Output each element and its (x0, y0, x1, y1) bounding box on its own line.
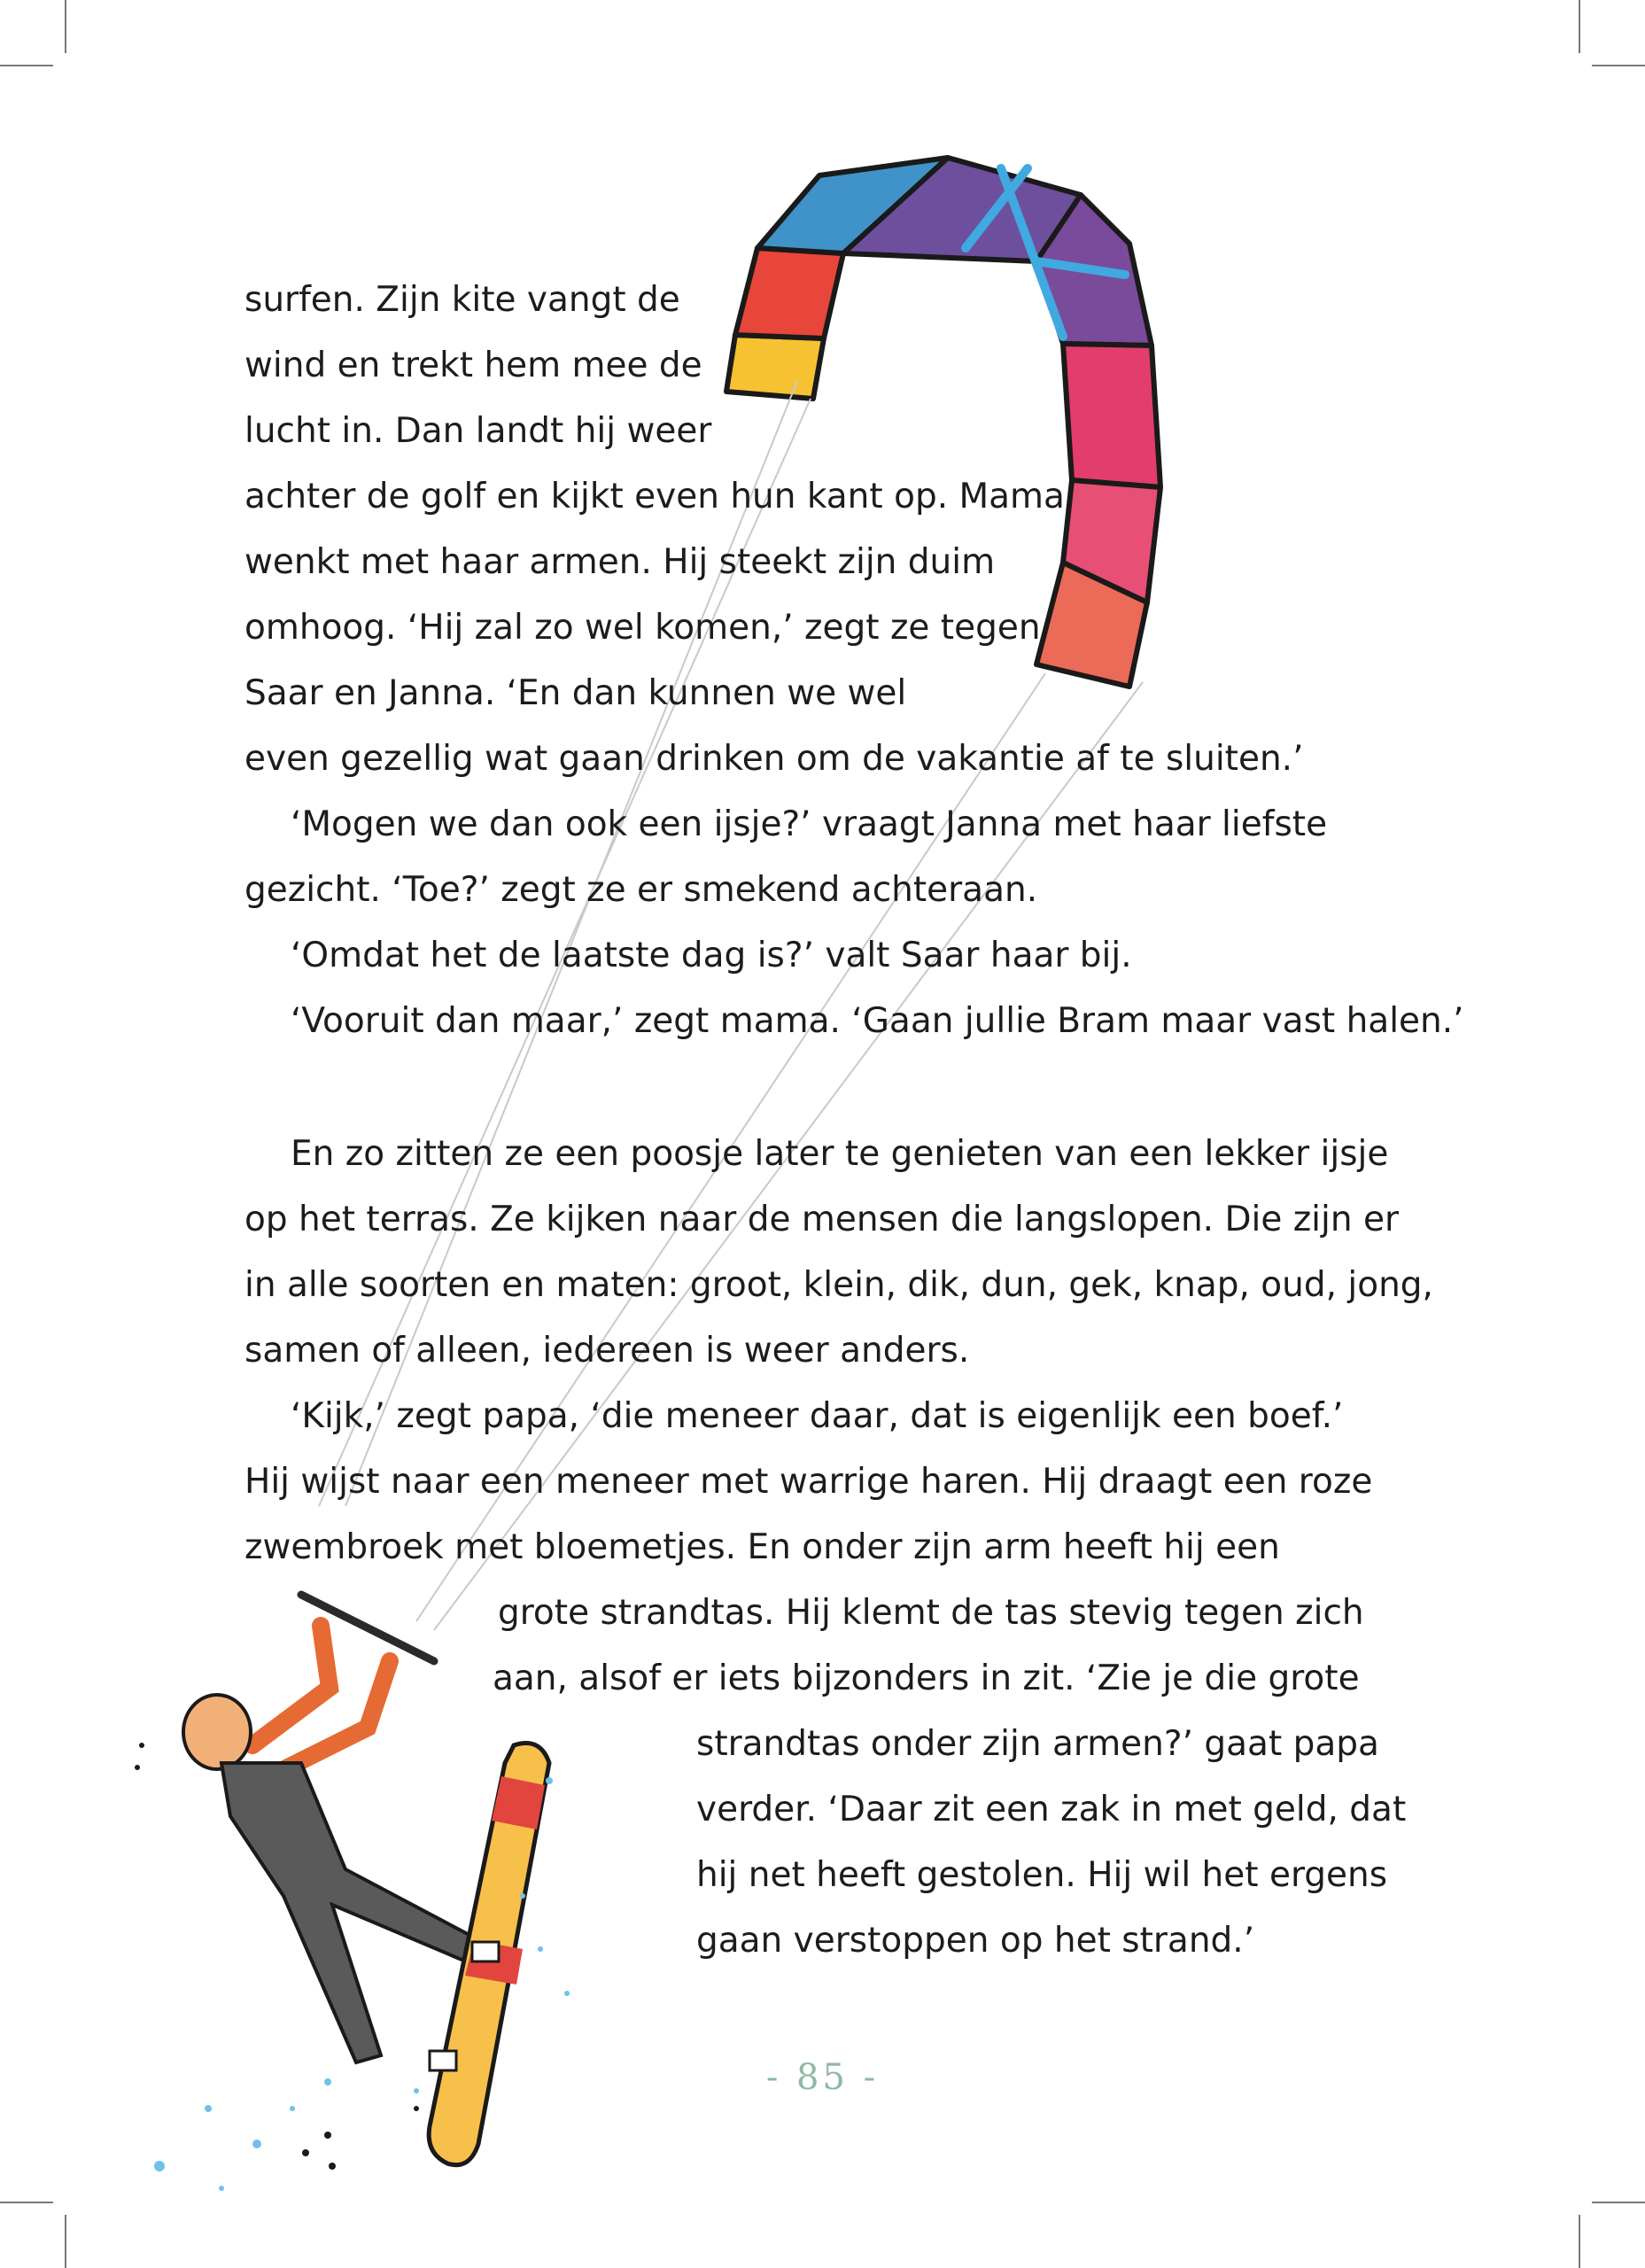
text-line: surfen. Zijn kite vangt de (244, 280, 680, 320)
text-line: wenkt met haar armen. Hij steekt zijn duim (244, 542, 996, 582)
text-line: wind en trekt hem mee de (244, 346, 702, 385)
text-line: ‘Omdat het de laatste dag is?’ valt Saar haar bij. (291, 936, 1132, 975)
kitesurfer-illustration (124, 1577, 656, 2197)
text-line: Hij wijst naar een meneer met warrige haren. Hij draagt een roze (244, 1462, 1373, 1502)
text-line: strandtas onder zijn armen?’ gaat papa (696, 1724, 1379, 1764)
text-line: samen of alleen, iedereen is weer anders. (244, 1331, 970, 1371)
surfer-head (183, 1695, 251, 1769)
text-line: En zo zitten ze een poosje later te genieten van een lekker ijsje (291, 1134, 1389, 1174)
text-line: aan, alsof er iets bijzonders in zit. ‘Zie je die grote (493, 1658, 1360, 1698)
text-line: omhoog. ‘Hij zal zo wel komen,’ zegt ze tegen (244, 608, 1041, 648)
text-line: ‘Kijk,’ zegt papa, ‘die meneer daar, dat is eigenlijk een boef.’ (291, 1396, 1344, 1436)
text-line: gaan verstoppen op het strand.’ (696, 1921, 1255, 1961)
text-line: gezicht. ‘Toe?’ zegt ze er smekend achteraan. (244, 870, 1038, 910)
text-line: op het terras. Ze kijken naar de mensen die langslopen. Die zijn er (244, 1200, 1399, 1239)
page-number: - 85 - (765, 2057, 880, 2098)
text-line: in alle soorten en maten: groot, klein, dik, dun, gek, knap, oud, jong, (244, 1265, 1433, 1305)
text-line: zwembroek met bloemetjes. En onder zijn arm heeft hij een (244, 1527, 1280, 1567)
text-line: Saar en Janna. ‘En dan kunnen we wel (244, 673, 907, 713)
text-line: verder. ‘Daar zit een zak in met geld, dat (696, 1790, 1407, 1829)
text-line: ‘Vooruit dan maar,’ zegt mama. ‘Gaan jullie Bram maar vast halen.’ (291, 1001, 1464, 1041)
text-line: lucht in. Dan landt hij weer (244, 411, 712, 451)
text-line: achter de golf en kijkt even hun kant op. Mama (244, 477, 1065, 517)
text-line: grote strandtas. Hij klemt de tas stevig tegen zich (498, 1593, 1364, 1633)
text-line: hij net heeft gestolen. Hij wil het ergens (696, 1855, 1388, 1895)
text-line: even gezellig wat gaan drinken om de vakantie af te sluiten.’ (244, 739, 1304, 779)
text-line: ‘Mogen we dan ook een ijsje?’ vraagt Janna met haar liefste (291, 804, 1328, 844)
